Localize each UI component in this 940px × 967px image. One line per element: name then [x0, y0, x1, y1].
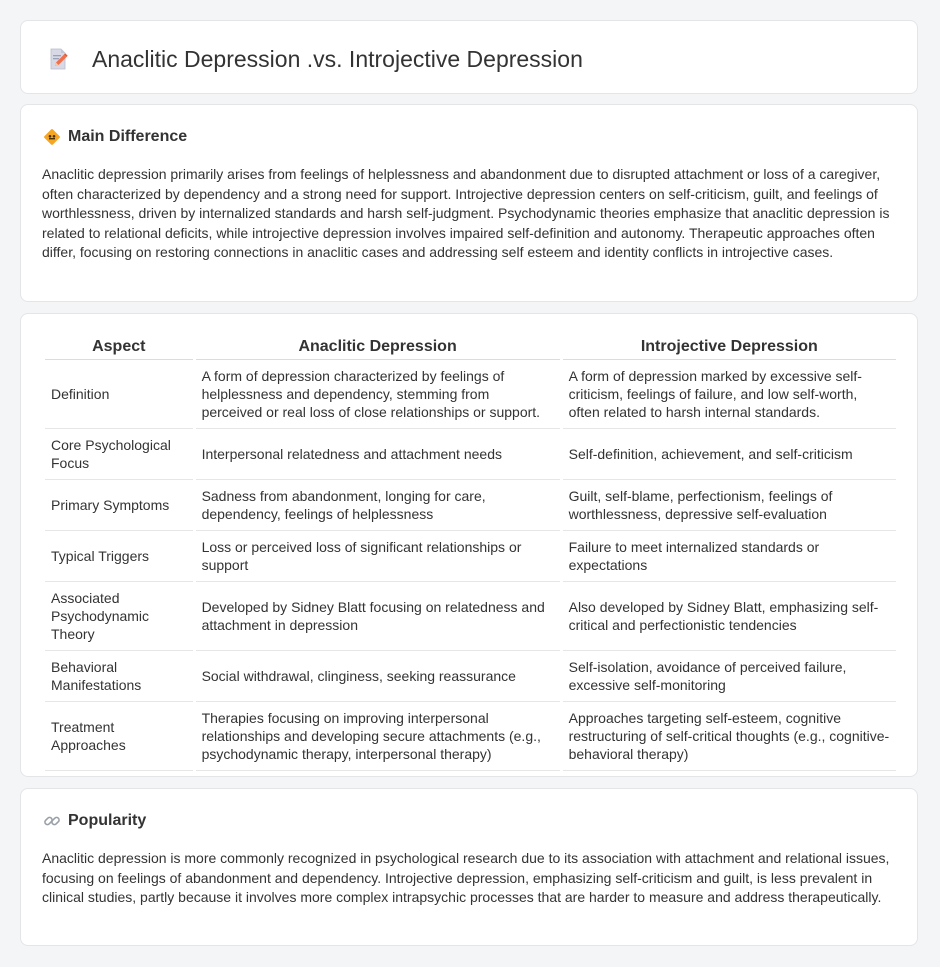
table-row: [45, 429, 896, 480]
row-anaclitic: Interpersonal relatedness and attachment needs: [196, 429, 560, 480]
row-aspect: Treatment Approaches: [45, 702, 193, 771]
popularity-card: [20, 788, 918, 946]
row-introjective: Guilt, self-blame, perfectionism, feelings of worthlessness, depressive self-evaluation: [563, 480, 896, 531]
popularity-text: Anaclitic depression is more commonly recognized in psychological research due to its association with attachment and relational issues, focusing on feelings of abandonment and dependency. Introjective depression, emphasizing self-criticism and guilt, is less prevalent in clinical studies, partly because it involves more complex intrapsychic processes that are harder to measure and address therapeutically.: [42, 850, 890, 905]
row-introjective: Self-isolation, avoidance of perceived failure, excessive self-monitoring: [563, 651, 896, 702]
comparison-table: [42, 336, 899, 771]
table-row: [45, 531, 896, 582]
row-aspect: Primary Symptoms: [45, 480, 193, 531]
header-introjective: Introjective Depression: [563, 336, 896, 360]
row-anaclitic: Therapies focusing on improving interpersonal relationships and developing secure attachments (e.g., psychodynamic therapy, interpersonal therapy): [196, 702, 560, 771]
row-anaclitic: Loss or perceived loss of significant relationships or support: [196, 531, 560, 582]
table-row: [45, 651, 896, 702]
document-pencil-icon: [46, 47, 70, 71]
row-introjective: Approaches targeting self-esteem, cognitive restructuring of self-critical thoughts (e.g., cognitive-behavioral therapy): [563, 702, 896, 771]
row-aspect: Behavioral Manifestations: [45, 651, 193, 702]
table-row: [45, 702, 896, 771]
row-introjective: Self-definition, achievement, and self-criticism: [563, 429, 896, 480]
popularity-header: [43, 811, 146, 831]
table-header-row: [45, 336, 896, 360]
comparison-card: [20, 313, 918, 777]
header-aspect: Aspect: [45, 336, 193, 360]
row-introjective: A form of depression marked by excessive self-criticism, feelings of failure, and low self-worth, often related to harsh internal standards.: [563, 360, 896, 429]
popularity-heading: Popularity: [68, 812, 147, 829]
table-row: [45, 360, 896, 429]
diamond-sign-icon: [43, 128, 61, 146]
main-difference-text: Anaclitic depression primarily arises from feelings of helplessness and abandonment due to disrupted attachment or loss of a caregiver, often characterized by dependency and a strong need for support. Introjective depression centers on self-criticism, guilt, and feelings of worthlessness, driven by internalized standards and harsh self-judgment. Psychodynamic theories emphasize that anaclitic depression is related to relational deficits, while introjective depression involves impaired self-definition and autonomy. Therapeutic approaches often differ, focusing on restoring connections in anaclitic cases and addressing self esteem and identity conflicts in introjective cases.: [42, 166, 890, 260]
header-anaclitic: Anaclitic Depression: [196, 336, 560, 360]
row-anaclitic: A form of depression characterized by feelings of helplessness and dependency, stemming from perceived or real loss of close relationships or support.: [196, 360, 560, 429]
row-aspect: Definition: [45, 360, 193, 429]
row-introjective: Also developed by Sidney Blatt, emphasizing self-critical and perfectionistic tendencies: [563, 582, 896, 651]
table-row: [45, 480, 896, 531]
row-introjective: Failure to meet internalized standards or expectations: [563, 531, 896, 582]
header-card: [20, 20, 918, 94]
page-title: Anaclitic Depression .vs. Introjective Depression: [92, 46, 583, 72]
row-aspect: Associated Psychodynamic Theory: [45, 582, 193, 651]
link-icon: [43, 812, 61, 830]
table-row: [45, 582, 896, 651]
row-aspect: Core Psychological Focus: [45, 429, 193, 480]
main-difference-heading: Main Difference: [68, 128, 188, 145]
row-aspect: Typical Triggers: [45, 531, 193, 582]
main-difference-header: [43, 127, 187, 147]
row-anaclitic: Sadness from abandonment, longing for care, dependency, feelings of helplessness: [196, 480, 560, 531]
row-anaclitic: Social withdrawal, clinginess, seeking reassurance: [196, 651, 560, 702]
row-anaclitic: Developed by Sidney Blatt focusing on relatedness and attachment in depression: [196, 582, 560, 651]
main-difference-card: [20, 104, 918, 302]
